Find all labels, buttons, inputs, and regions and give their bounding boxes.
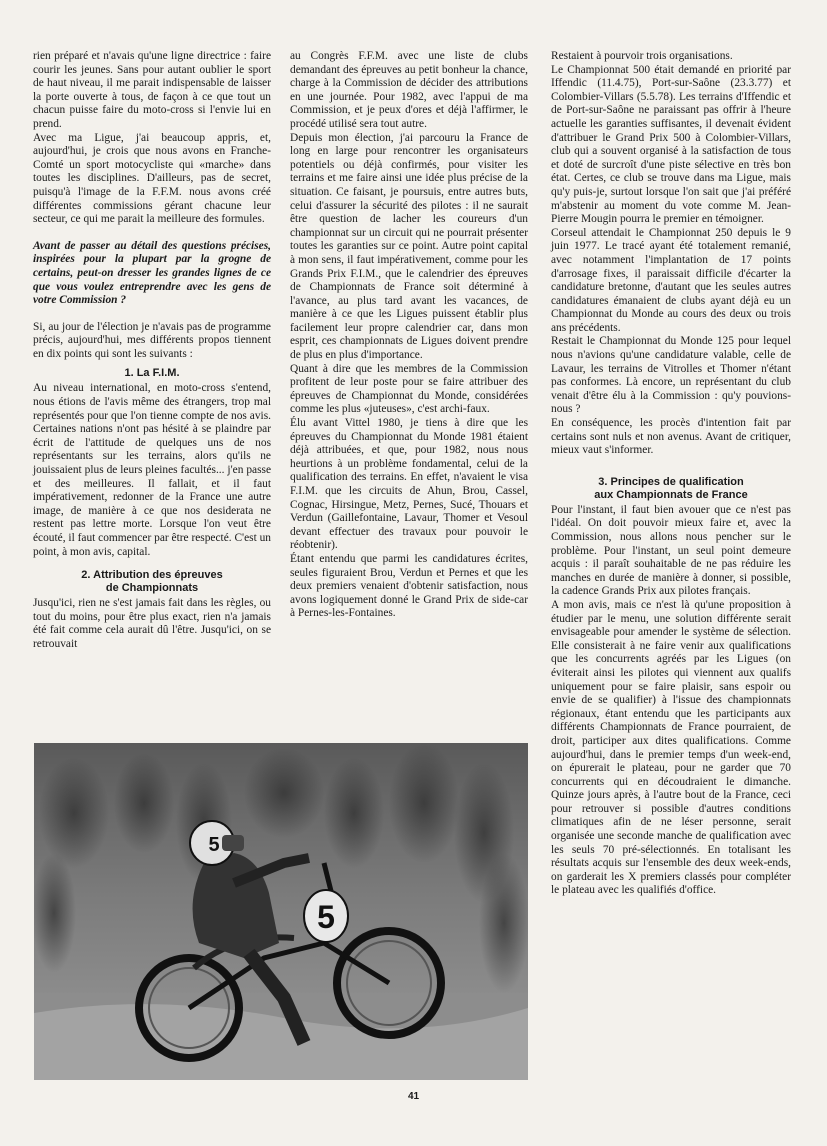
motocross-photo [34, 743, 528, 1080]
paragraph: Quant à dire que les membres de la Commission profitent de leur poste pour se faire attribuer des épreuves de Championnat du Monde, considérées comme les plus «juteuses», c'est archi-faux. [290, 362, 528, 416]
paragraph: au Congrès F.F.M. avec une liste de clubs demandant des épreuves au petit bonheur la chance, charge à la Commission de décider des attributions en une journée. Pour 1982, avec l'appui de ma Commission, et je peux d'ores et déjà l'affirmer, le procédé utilisé sera tout autre. [290, 50, 528, 130]
section-heading-3-line-2: aux Championnats de France [594, 488, 748, 501]
paragraph: rien préparé et n'avais qu'une ligne directrice : faire courir les jeunes. Sans pour autant oublier le sport de haut niveau, il me parait indispensable de laisser la porte ouverte à tous, de façon à ce que tout un chacun puisse faire du moto-cross si l'envie lui en prend. [33, 50, 271, 130]
section-heading-3-line-1: 3. Principes de qualification [598, 475, 744, 488]
section-heading-2-line-1: 2. Attribution des épreuves [81, 569, 223, 582]
interview-question: Avant de passer au détail des questions précises, inspirées pour la plupart par la grogne de certains, peut-on dresser les grandes lignes de ce que vous voulez entreprendre avec les gens de votre Commission ? [33, 239, 271, 307]
helmet-number: 5 [208, 834, 220, 856]
paragraph: En conséquence, les procès d'intention fait par certains sont nuls et non avenus. Avant de critiquer, mieux vaut s'informer. [551, 417, 791, 457]
paragraph: Le Championnat 500 était demandé en priorité par Iffendic (11.4.75), Port-sur-Saône (23.3.77) et Colombier-Villars (5.5.78). Les terrains d'Iffendic et de Port-sur-Saône ne paraissant pas offrir à l'heure actuelle les garanties suffisantes, il devenait évident d'attribuer le Grand Prix 500 à Colombier-Villars, club qui a souvent organisé à la satisfaction de tous et doté de surcroît d'une piste sélective en très bon état. Certes, ce club se trouve dans ma Ligue, mais qu'y puis-je, surtout lorsque l'on sait que j'ai préféré m'abstenir au moment du vote comme M. Jean-Pierre Mougin pourra le premier en témoigner. [551, 63, 791, 226]
paragraph: Restaient à pourvoir trois organisations. [551, 50, 733, 62]
page-number: 41 [407, 1091, 420, 1102]
paragraph: Restait le Championnat du Monde 125 pour lequel nous n'avions qu'une candidature valable, celle de Lavaur, les terrains de Vitrolles et Thomer n'étant pas conformes. Là encore, un représentant du club venait d'être élu à la Commission : qu'y pouvions-nous ? [551, 335, 791, 416]
paragraph: A mon avis, mais ce n'est là qu'une proposition à étudier par le menu, une solution différente serait envisageable pour amender le système de sélection. Elle consisterait à ne faire venir aux qualifications que les concurrents agréés par les Ligues (on éviterait ainsi les pilotes qui viennent aux qualifs uniquement pour se faire plaisir, sans espoir ou envie de se qualifier) à l'issue des championnats régionaux, étant entendu que les participants aux différents Championnats de France pourraient, de droit, participer aux dites qualifications. Comme aujourd'hui, dans le premier temps d'un week-end, on épurerait le plateau, pour ne garder que 70 concurrents qui en découdraient le dimanche. Quinze jours après, à l'autre bout de la France, ceci pour retrouver si possible d'autres conditions climatiques afin de ne léser personne, serait organisée une seconde manche de qualification avec les seuls 70 pré-sélectionnés. En totalisant les résultats acquis sur l'ensemble des deux week-ends, on garderait les X premiers classés pour compléter le plateau avec les qualifiés d'office. [551, 598, 791, 897]
paragraph: Au niveau international, en moto-cross s'entend, nous étions de l'avis même des étrangers, trop mal représentés pour que l'on tienne compte de nos avis. Certaines nations n'ont pas hésité à se plaindre par écrit de l'attitude de quelques uns de nos représentants sur les terrains, alors qu'ils ne jouissaient plus de leurs pleines facultés... j'en passe et des meilleures. Il fallait, et il faut impérativement, redonner de la France une autre image, de manière à ce que nos desiderata ne restent pas lettre morte. Lorsque l'on veut être écouté, il faut commencer par être respecté. C'est un point, à mon avis, capital. [33, 382, 271, 558]
paragraph: Corseul attendait le Championnat 250 depuis le 9 juin 1977. Le tracé ayant été totalement remanié, avec notamment l'implantation de 17 points d'arrosage fixes, il paraissait difficile d'écarter la candidature bretonne, d'autant que les seules autres candidatures émanaient de clubs ayant déjà eu un Championnat du Monde au cours des deux ou trois ans précédents. [551, 226, 791, 334]
paragraph: Pour l'instant, il faut bien avouer que ce n'est pas l'idéal. On doit pouvoir mieux faire et, avec la Commission, nous allons nous pencher sur le problème. Pour l'instant, un seul point demeure acquis : il paraît souhaitable de ne pas réduire les manches en durée de manière à donner, si possible, la cadence Grands Prix aux pilotes français. [551, 503, 791, 598]
number-plate [304, 890, 348, 942]
column-2 [290, 50, 528, 621]
paragraph: Élu avant Vittel 1980, je tiens à dire que les épreuves du Championnat du Monde 1981 étaient déjà attribuées, et que, pour 1982, nous nous heurtions à un problème fondamental, celui de la qualification des terrains. En effet, n'avaient le visa F.I.M. que les circuits de Ahun, Brou, Cassel, Cognac, Hirsingue, Metz, Pernes, Sucé, Thouars et Verdun (Gaillefontaine, Lavaur, Thomer et Vesoul devant effectuer des travaux pour pouvoir le réobtenir). [290, 417, 528, 552]
paragraph: Étant entendu que parmi les candidatures écrites, seules figuraient Brou, Verdun et Pernes et que les deux premiers venaient d'obtenir satisfaction, nous avons logiquement donné le Grand Prix de side-car à Pernes-les-Fontaines. [290, 552, 528, 620]
paragraph: Si, au jour de l'élection je n'avais pas de programme précis, aujourd'hui, mes différents propos tiennent en dix points qui sont les suivants : [33, 320, 271, 360]
paragraph: Jusqu'ici, rien ne s'est jamais fait dans les règles, ou tout du moins, pour être plus exact, rien n'a jamais été fait comme cela aurait dû l'être. Jusqu'ici, on se retrouvait [33, 597, 271, 650]
column-3 [551, 50, 791, 898]
column-1 [33, 50, 271, 652]
paragraph: Avec ma Ligue, j'ai beaucoup appris, et, aujourd'hui, je crois que nous avons en Franche-Comté un sport motocycliste qui «marche» dans toutes les disciplines. D'ailleurs, pas de secret, puisqu'à l'image de la F.F.M. nous avons créé différentes commissions gérant chacune leur secteur, ce qui me parait la meilleure des formules. [33, 131, 271, 226]
section-heading-2-line-2: de Championnats [105, 582, 199, 595]
paragraph: Depuis mon élection, j'ai parcouru la France de long en large pour rencontrer les organisateurs potentiels ou déjà confirmés, pour visiter les terrains et me faire ainsi une idée plus précise de la situation. Ce faisant, je poursuis, entre autres buts, celui d'assurer la sécurité des pilotes : il ne saurait être question de lacher les coureurs d'un championnat sur un circuit qui ne pourrait présenter toutes les garanties sur ce point. Autre point capital à mon sens, il faut impérativement, comme pour les Grands Prix F.I.M., que le calendrier des épreuves de Championnats de France soit déterminé à l'avance, au plus tard avant les vacances, de manière à ce que les Ligues puissent établir plus facilement leur propre calendrier car, dans mon esprit, ces championnats de Ligues doivent prendre de plus en plus d'importance. [290, 131, 528, 362]
race-number: 5 [317, 899, 335, 935]
section-heading-1: 1. La F.I.M. [124, 367, 180, 380]
